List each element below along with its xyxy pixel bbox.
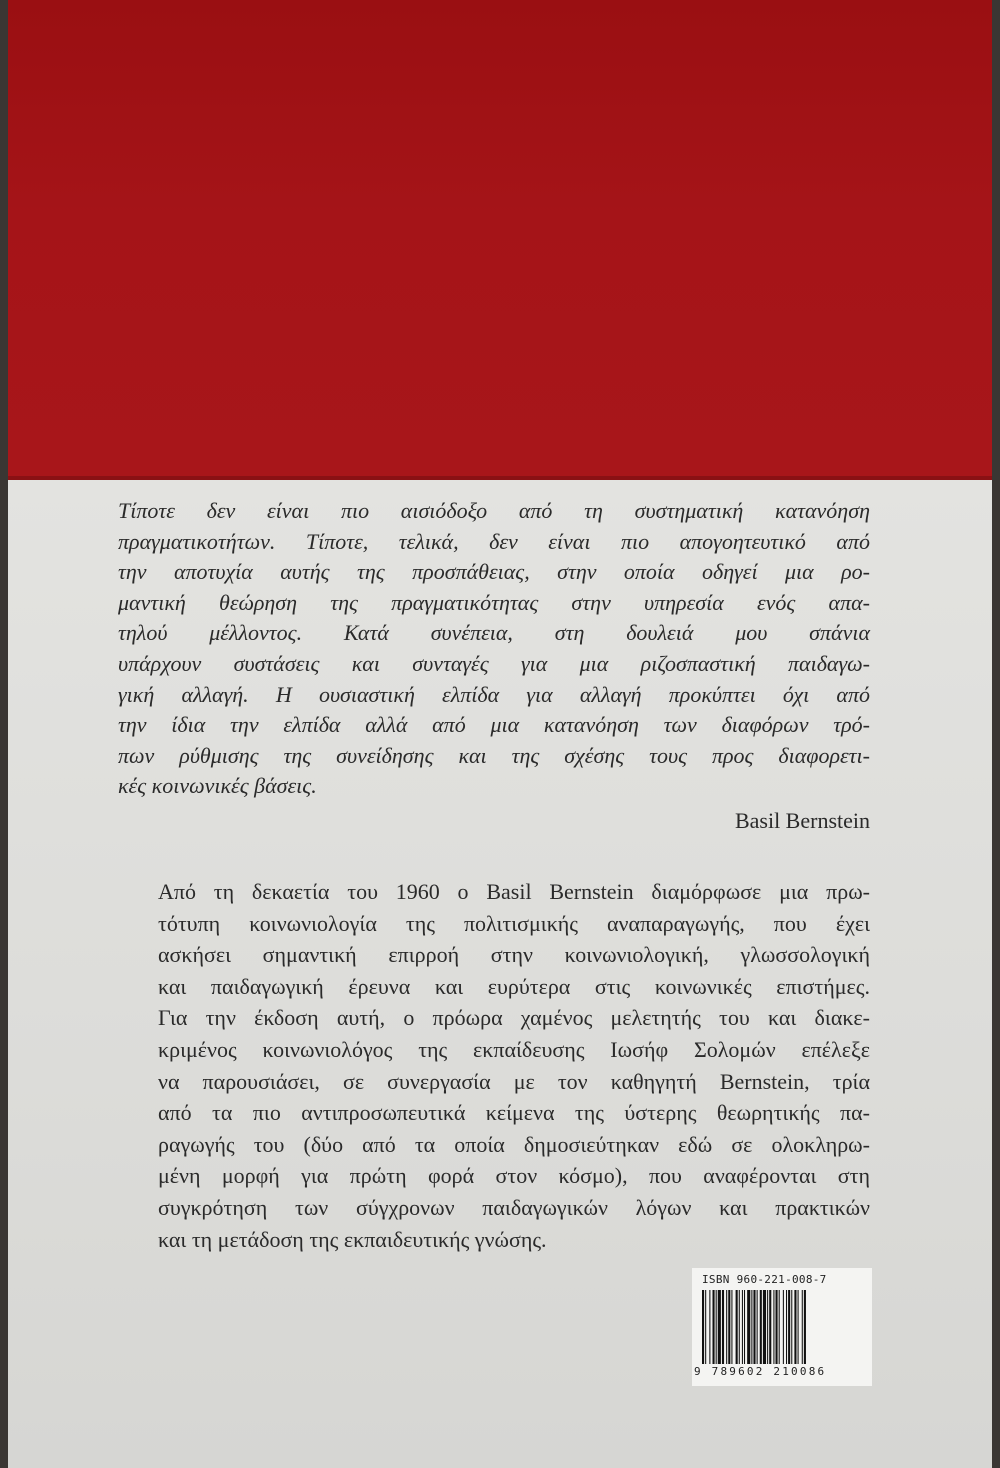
barcode-bar (788, 1290, 790, 1364)
quote-line: την ίδια την ελπίδα αλλά από μια κατανόηση των διαφόρων τρό- (118, 712, 870, 738)
barcode-bar (751, 1290, 752, 1364)
barcode-bar (753, 1290, 755, 1364)
description-line: συγκρότηση των σύγχρονων παιδαγωγικών λόγων και πρακτικών (158, 1194, 870, 1220)
barcode-bar (744, 1290, 745, 1364)
book-back-cover (8, 0, 992, 1468)
description-line: κριμένος κοινωνιολόγος της εκπαίδευσης Ιωσήφ Σολομών επέλεξε (158, 1036, 870, 1062)
epigraph-quote (118, 496, 870, 802)
description-line: και παιδαγωγική έρευνα και ευρύτερα στις κοινωνικές επιστήμες. (158, 973, 870, 999)
description-line: Από τη δεκαετία του 1960 ο Basil Bernstein διαμόρφωσε μια πρω- (158, 879, 870, 904)
red-color-band (8, 0, 992, 478)
description-line: Για την έκδοση αυτή, ο πρόωρα χαμένος μελετητής του και διακε- (158, 1005, 870, 1031)
quote-line: Τίποτε δεν είναι πιο αισιόδοξο από τη συστηματική κατανόηση (118, 498, 870, 523)
barcode-bar (779, 1290, 780, 1364)
barcode-bar (802, 1290, 803, 1364)
barcode-bar (726, 1290, 727, 1364)
barcode-bar (786, 1290, 787, 1364)
barcode-bar (783, 1290, 784, 1364)
quote-line: μαντική θεώρηση της πραγματικότητας στην υπηρεσία ενός απα- (118, 589, 870, 615)
barcode-bar (709, 1290, 710, 1364)
barcode-bar (742, 1290, 743, 1364)
description-line: ραγωγής του (δύο από τα οποία δημοσιεύτηκαν εδώ σε ολοκληρω- (158, 1131, 870, 1157)
quote-line: τηλού μέλλοντος. Κατά συνέπεια, στη δουλειά μου σπάνια (118, 620, 870, 646)
barcode-bar (705, 1290, 706, 1364)
barcode-bar (718, 1290, 721, 1364)
barcode-bar (716, 1290, 717, 1364)
description-line: από τα πιο αντιπροσωπευτικά κείμενα της ύστερης θεωρητικής πα- (158, 1100, 870, 1126)
barcode-bar (763, 1290, 766, 1364)
barcode-bar (804, 1290, 806, 1364)
description-line: να παρουσιάσει, σε συνεργασία με τον καθηγητή Bernstein, τρία (158, 1068, 870, 1094)
barcode-label (692, 1268, 872, 1386)
isbn-text: ISBN 960-221-008-7 (702, 1273, 827, 1286)
quote-line: την αποτυχία αυτής της προσπάθειας, στην οποία οδηγεί μια ρο- (118, 559, 870, 585)
barcode-icon (702, 1290, 862, 1364)
barcode-bar (791, 1290, 792, 1364)
barcode-bar (757, 1290, 758, 1364)
barcode-bar (747, 1290, 750, 1364)
barcode-bar (713, 1290, 715, 1364)
barcode-bar (702, 1290, 704, 1364)
barcode-bar (760, 1290, 762, 1364)
barcode-bar (769, 1290, 771, 1364)
description-line: μένη μορφή για πρώτη φορά στον κόσμο), που αναφέρονται στη (158, 1163, 870, 1189)
book-description (158, 876, 870, 1255)
quote-line: πραγματικοτήτων. Τίποτε, τελικά, δεν είναι πιο απογοητευτικό από (118, 528, 870, 554)
ean-number: 9 789602 210086 (694, 1365, 827, 1378)
barcode-bar (731, 1290, 732, 1364)
barcode-bar (767, 1290, 768, 1364)
barcode-bar (794, 1290, 796, 1364)
quote-author: Basil Bernstein (734, 808, 870, 833)
quote-line: πων ρύθμισης της συνείδησης και της σχέσης τους προς διαφορετι- (118, 742, 870, 768)
barcode-bar (798, 1290, 799, 1364)
quote-line: υπάρχουν συστάσεις και συνταγές για μια ριζοσπαστική παιδαγω- (118, 650, 870, 676)
barcode-bar (776, 1290, 778, 1364)
description-line: τότυπη κοινωνιολογία της πολιτισμικής αναπαραγωγής, που έχει (158, 910, 870, 936)
barcode-bar (728, 1290, 730, 1364)
quote-line: κές κοινωνικές βάσεις. (118, 773, 317, 799)
quote-line: γική αλλαγή. Η ουσιαστική ελπίδα για αλλαγή προκύπτει όχι από (118, 681, 870, 707)
barcode-bar (739, 1290, 740, 1364)
barcode-bar (722, 1290, 724, 1364)
description-line: ασκήσει σημαντική επιρροή στην κοινωνιολογική, γλωσσολογική (158, 942, 870, 968)
barcode-bar (736, 1290, 738, 1364)
barcode-bar (773, 1290, 774, 1364)
description-line: και τη μετάδοση της εκπαιδευτικής γνώσης. (158, 1226, 547, 1252)
